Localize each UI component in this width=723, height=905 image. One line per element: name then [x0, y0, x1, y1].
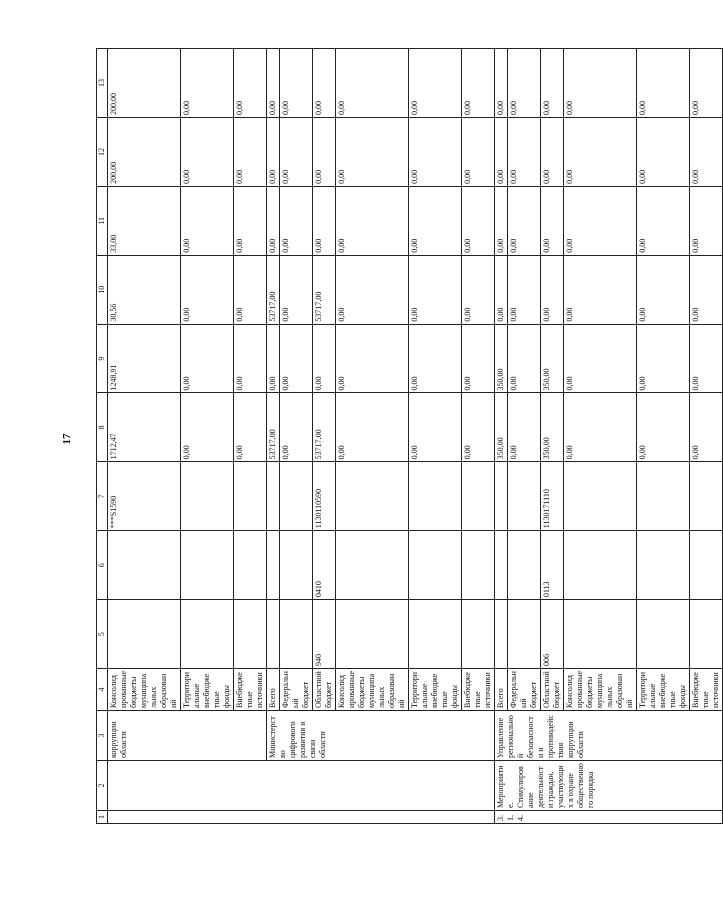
value-cell: 0,00 — [234, 255, 267, 324]
number-cell — [108, 811, 495, 824]
value-cell: 0,00 — [508, 118, 541, 187]
value-cell: 0,00 — [336, 393, 409, 462]
value-cell: 0,00 — [495, 49, 508, 118]
source-cell: Внебюджетные источники — [234, 669, 267, 711]
value-cell: 0,00 — [280, 49, 313, 118]
table-row — [508, 49, 541, 824]
code-cell — [267, 531, 280, 600]
code-cell — [495, 531, 508, 600]
value-cell: 0,00 — [690, 49, 723, 118]
source-cell: Внебюджетные источники — [690, 669, 723, 711]
value-cell: 0,00 — [409, 186, 462, 255]
code-cell — [508, 462, 541, 531]
code-cell: 940 — [313, 600, 336, 669]
value-cell: 0,00 — [508, 393, 541, 462]
source-cell: Территориальные внебюджетные фонды — [637, 669, 690, 711]
value-cell: 350,00 — [495, 324, 508, 393]
measure-cell — [108, 761, 495, 811]
value-cell: 0,00 — [267, 118, 280, 187]
code-cell: 1130110590 — [313, 462, 336, 531]
value-cell: 0,00 — [495, 186, 508, 255]
code-cell — [336, 531, 409, 600]
table-row — [462, 49, 495, 824]
value-cell: 0,00 — [637, 118, 690, 187]
value-cell: 0,00 — [637, 255, 690, 324]
code-cell — [462, 531, 495, 600]
header-cell: 9 — [97, 324, 108, 393]
code-cell — [409, 462, 462, 531]
source-cell: Территориальные внебюджетные фонды — [409, 669, 462, 711]
value-cell: 0,00 — [336, 324, 409, 393]
code-cell — [637, 462, 690, 531]
code-cell: ***S1590 — [108, 462, 181, 531]
value-cell: 0,00 — [564, 186, 637, 255]
code-cell — [280, 600, 313, 669]
code-cell — [637, 531, 690, 600]
value-cell: 0,00 — [541, 255, 564, 324]
header-row — [97, 49, 108, 824]
source-cell: Областной бюджет — [313, 669, 336, 711]
executor-cell: Министерство цифрового развития и связи области — [267, 711, 495, 761]
value-cell: 0,00 — [637, 186, 690, 255]
value-cell: 0,00 — [234, 186, 267, 255]
header-cell: 4 — [97, 669, 108, 711]
executor-cell: Управление региональной безопасности и противодействия коррупции области — [495, 711, 723, 761]
header-cell: 8 — [97, 393, 108, 462]
value-cell: 0,00 — [564, 393, 637, 462]
number-cell: 3.1.4. — [495, 811, 723, 824]
value-cell: 0,00 — [234, 49, 267, 118]
header-cell: 2 — [97, 761, 108, 811]
value-cell: 0,00 — [267, 186, 280, 255]
value-cell: 0,00 — [495, 255, 508, 324]
table-row — [637, 49, 690, 824]
source-cell: Территориальные внебюджетные фонды — [181, 669, 234, 711]
value-cell: 0,00 — [181, 255, 234, 324]
code-cell — [690, 600, 723, 669]
value-cell: 53717,00 — [313, 255, 336, 324]
value-cell: 350,00 — [495, 393, 508, 462]
table-row — [267, 49, 280, 824]
value-cell: 53717,00 — [313, 393, 336, 462]
header-cell: 12 — [97, 118, 108, 187]
value-cell: 0,00 — [508, 324, 541, 393]
header-cell: 10 — [97, 255, 108, 324]
value-cell: 0,00 — [336, 49, 409, 118]
header-cell: 7 — [97, 462, 108, 531]
table-row — [564, 49, 637, 824]
budget-table — [96, 48, 723, 824]
value-cell: 53717,00 — [267, 255, 280, 324]
value-cell: 0,00 — [541, 118, 564, 187]
value-cell: 350,00 — [541, 324, 564, 393]
header-cell: 6 — [97, 531, 108, 600]
value-cell: 30,56 — [108, 255, 181, 324]
code-cell — [336, 462, 409, 531]
value-cell: 0,00 — [336, 118, 409, 187]
value-cell: 0,00 — [313, 49, 336, 118]
code-cell — [234, 462, 267, 531]
code-cell — [564, 600, 637, 669]
code-cell — [564, 462, 637, 531]
value-cell: 0,00 — [234, 393, 267, 462]
value-cell: 0,00 — [541, 186, 564, 255]
code-cell — [462, 600, 495, 669]
value-cell: 0,00 — [690, 255, 723, 324]
value-cell: 0,00 — [508, 49, 541, 118]
measure-cell: Мероприятие. Стимулирование деятельности граждан, участвующих в охране общественного порядка — [495, 761, 723, 811]
code-cell — [336, 600, 409, 669]
code-cell — [637, 600, 690, 669]
value-cell: 0,00 — [508, 186, 541, 255]
code-cell — [495, 600, 508, 669]
value-cell: 0,00 — [508, 255, 541, 324]
source-cell: Внебюджетные источники — [462, 669, 495, 711]
value-cell: 0,00 — [313, 118, 336, 187]
value-cell: 33,00 — [108, 186, 181, 255]
value-cell: 0,00 — [462, 393, 495, 462]
source-cell: Всего — [267, 669, 280, 711]
source-cell: Федеральный бюджет — [508, 669, 541, 711]
source-cell: Федеральный бюджет — [280, 669, 313, 711]
source-cell: Консолидированные бюджеты муниципальных образований — [336, 669, 409, 711]
code-cell — [280, 462, 313, 531]
value-cell: 53717,00 — [267, 393, 280, 462]
value-cell: 350,00 — [541, 393, 564, 462]
code-cell — [495, 462, 508, 531]
code-cell — [508, 531, 541, 600]
code-cell — [108, 531, 181, 600]
value-cell: 0,00 — [409, 255, 462, 324]
executor-cell: коррупции области — [108, 711, 267, 761]
code-cell — [280, 531, 313, 600]
value-cell: 0,00 — [280, 186, 313, 255]
table-row — [108, 49, 181, 824]
code-cell — [181, 531, 234, 600]
table-row — [409, 49, 462, 824]
value-cell: 0,00 — [564, 324, 637, 393]
value-cell: 0,00 — [462, 118, 495, 187]
value-cell: 0,00 — [181, 324, 234, 393]
value-cell: 0,00 — [541, 49, 564, 118]
code-cell — [108, 600, 181, 669]
source-cell: Всего — [495, 669, 508, 711]
code-cell — [462, 462, 495, 531]
header-cell: 5 — [97, 600, 108, 669]
code-cell: 006 — [541, 600, 564, 669]
code-cell — [234, 531, 267, 600]
value-cell: 0,00 — [313, 324, 336, 393]
header-cell: 1 — [97, 811, 108, 824]
table-row — [234, 49, 267, 824]
value-cell: 0,00 — [336, 186, 409, 255]
value-cell: 0,00 — [267, 324, 280, 393]
code-cell — [181, 462, 234, 531]
value-cell: 0,00 — [409, 49, 462, 118]
source-cell: Консолидированные бюджеты муниципальных образований — [108, 669, 181, 711]
value-cell: 0,00 — [637, 49, 690, 118]
value-cell: 0,00 — [462, 255, 495, 324]
table-row — [541, 49, 564, 824]
code-cell — [234, 600, 267, 669]
code-cell: 0410 — [313, 531, 336, 600]
value-cell: 0,00 — [462, 186, 495, 255]
value-cell: 0,00 — [690, 393, 723, 462]
value-cell: 0,00 — [280, 393, 313, 462]
table-row — [495, 49, 508, 824]
value-cell: 0,00 — [313, 186, 336, 255]
code-cell — [267, 600, 280, 669]
source-cell: Областной бюджет — [541, 669, 564, 711]
value-cell: 1712,47 — [108, 393, 181, 462]
value-cell: 0,00 — [495, 118, 508, 187]
code-cell — [409, 531, 462, 600]
code-cell — [181, 600, 234, 669]
value-cell: 0,00 — [280, 255, 313, 324]
header-cell: 3 — [97, 711, 108, 761]
code-cell — [690, 531, 723, 600]
value-cell: 0,00 — [336, 255, 409, 324]
value-cell: 200,00 — [108, 49, 181, 118]
code-cell: 0113 — [541, 531, 564, 600]
value-cell: 0,00 — [564, 49, 637, 118]
value-cell: 0,00 — [181, 186, 234, 255]
value-cell: 0,00 — [564, 255, 637, 324]
value-cell: 0,00 — [409, 393, 462, 462]
value-cell: 0,00 — [690, 118, 723, 187]
value-cell: 0,00 — [564, 118, 637, 187]
value-cell: 0,00 — [267, 49, 280, 118]
code-cell — [564, 531, 637, 600]
value-cell: 0,00 — [234, 118, 267, 187]
value-cell: 200,00 — [108, 118, 181, 187]
table-row — [313, 49, 336, 824]
value-cell: 0,00 — [280, 118, 313, 187]
value-cell: 0,00 — [637, 393, 690, 462]
value-cell: 0,00 — [181, 49, 234, 118]
table-row — [280, 49, 313, 824]
table-row — [690, 49, 723, 824]
value-cell: 0,00 — [409, 118, 462, 187]
value-cell: 0,00 — [234, 324, 267, 393]
value-cell: 0,00 — [690, 324, 723, 393]
value-cell: 0,00 — [409, 324, 462, 393]
value-cell: 0,00 — [181, 118, 234, 187]
code-cell — [409, 600, 462, 669]
value-cell: 0,00 — [181, 393, 234, 462]
code-cell: 1130171110 — [541, 462, 564, 531]
header-cell: 13 — [97, 49, 108, 118]
source-cell: Консолидированные бюджеты муниципальных образований — [564, 669, 637, 711]
value-cell: 0,00 — [637, 324, 690, 393]
value-cell: 0,00 — [280, 324, 313, 393]
code-cell — [508, 600, 541, 669]
header-cell: 11 — [97, 186, 108, 255]
value-cell: 0,00 — [690, 186, 723, 255]
code-cell — [690, 462, 723, 531]
page-number: 17 — [61, 433, 73, 445]
value-cell: 1248,91 — [108, 324, 181, 393]
table-row — [181, 49, 234, 824]
value-cell: 0,00 — [462, 49, 495, 118]
budget-table-container — [96, 48, 720, 824]
table-row — [336, 49, 409, 824]
value-cell: 0,00 — [462, 324, 495, 393]
code-cell — [267, 462, 280, 531]
